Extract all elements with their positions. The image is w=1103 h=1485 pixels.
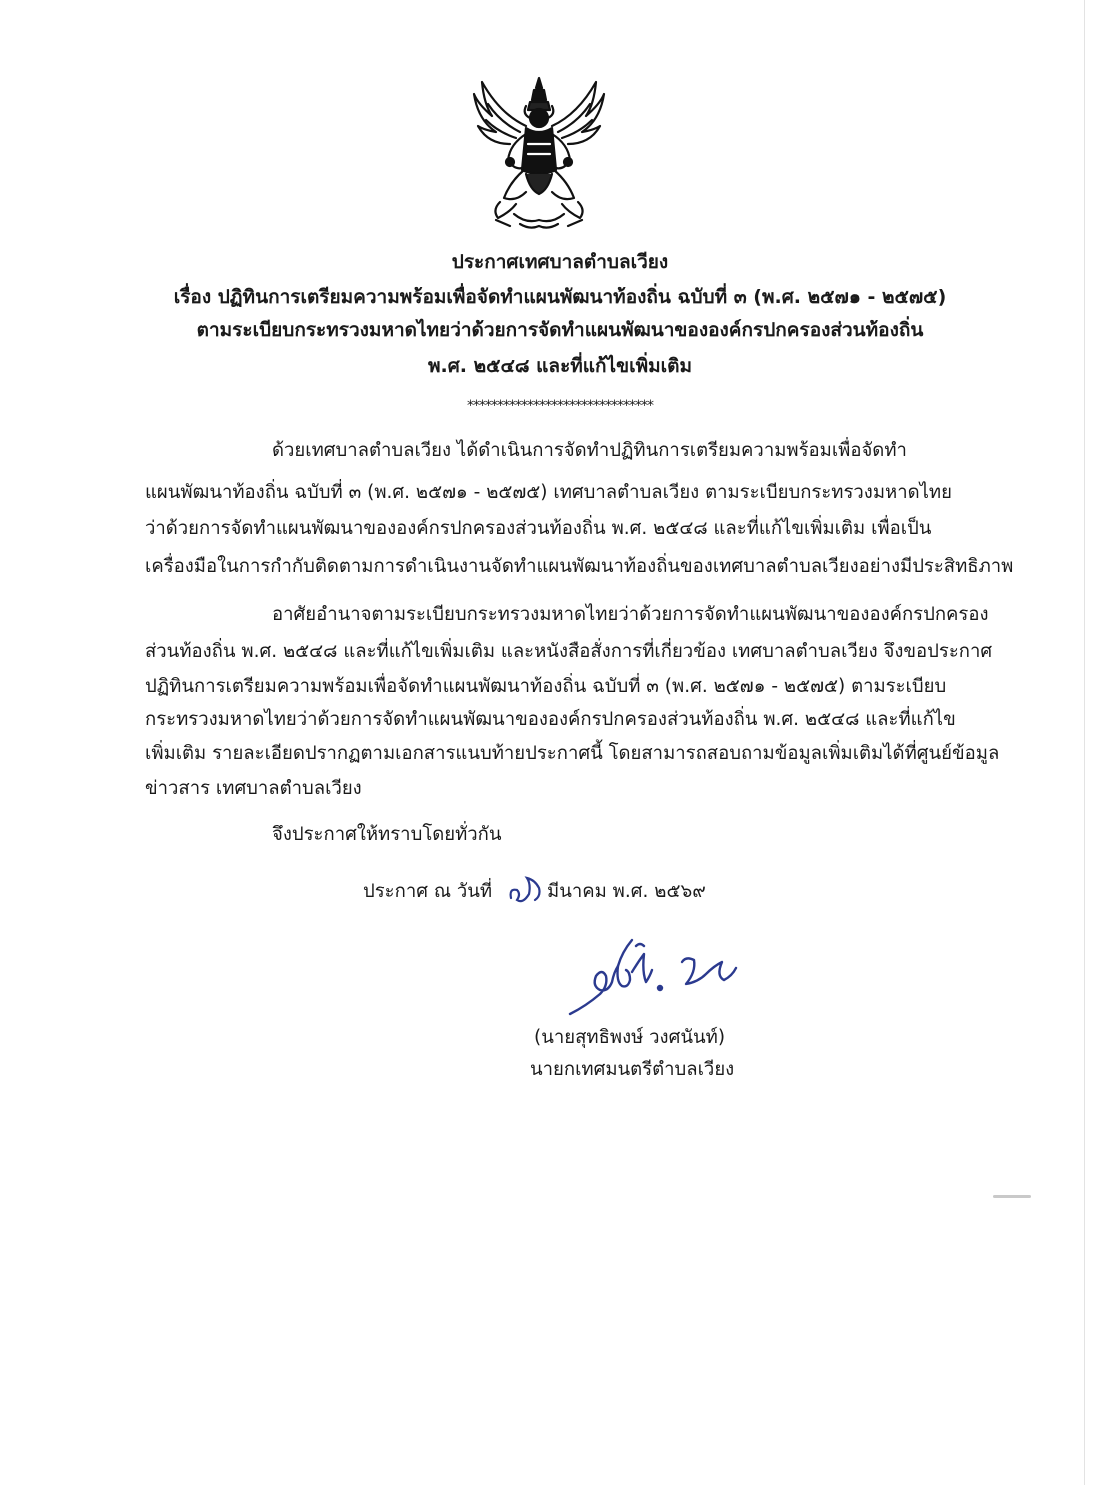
date-prefix: ประกาศ ณ วันที่ (363, 881, 493, 902)
paragraph-1-line: เครื่องมือในการกำกับติดตามการดำเนินงานจัดทำแผนพัฒนาท้องถิ่นของเทศบาลตำบลเวียงอย่างมีประสิทธิภาพ (145, 556, 1014, 577)
paragraph-1-line: ด้วยเทศบาลตำบลเวียง ได้ดำเนินการจัดทำปฏิทินการเตรียมความพร้อมเพื่อจัดทำ (272, 440, 907, 461)
announcement-subject-line3: พ.ศ. ๒๕๔๘ และที่แก้ไขเพิ่มเติม (427, 355, 692, 377)
announcement-subject-line2: ตามระเบียบกระทรวงมหาดไทยว่าด้วยการจัดทำแผนพัฒนาขององค์กรปกครองส่วนท้องถิ่น (196, 319, 924, 341)
paragraph-1-line: ว่าด้วยการจัดทำแผนพัฒนาขององค์กรปกครองส่วนท้องถิ่น พ.ศ. ๒๕๔๘ และที่แก้ไขเพิ่มเติม เพื่อเป็น (145, 518, 932, 539)
page-edge-line (1084, 0, 1085, 1485)
handwritten-day-icon (505, 870, 549, 910)
paragraph-2-line: ส่วนท้องถิ่น พ.ศ. ๒๕๔๘ และที่แก้ไขเพิ่มเติม และหนังสือสั่งการที่เกี่ยวข้อง เทศบาลตำบลเวียง จึงขอประกาศ (145, 641, 993, 662)
garuda-emblem-icon (470, 74, 608, 232)
announcement-subject: เรื่อง ปฏิทินการเตรียมความพร้อมเพื่อจัดทำแผนพัฒนาท้องถิ่น ฉบับที่ ๓ (พ.ศ. ๒๕๗๑ - ๒๕๗๕) (173, 286, 947, 308)
signature-icon (556, 932, 746, 1027)
paragraph-1-line: แผนพัฒนาท้องถิ่น ฉบับที่ ๓ (พ.ศ. ๒๕๗๑ - ๒๕๗๕) เทศบาลตำบลเวียง ตามระเบียบกระทรวงมหาดไทย (145, 482, 952, 503)
closing-statement: จึงประกาศให้ทราบโดยทั่วกัน (272, 824, 502, 845)
signer-name: (นายสุทธิพงษ์ วงศนันท์) (534, 1027, 726, 1048)
paragraph-2-line: อาศัยอำนาจตามระเบียบกระทรวงมหาดไทยว่าด้วยการจัดทำแผนพัฒนาขององค์กรปกครอง (272, 604, 989, 625)
paragraph-2-line: เพิ่มเติม รายละเอียดปรากฏตามเอกสารแนบท้ายประกาศนี้ โดยสามารถสอบถามข้อมูลเพิ่มเติมได้ที่ศูนย์ข้อมูล (145, 743, 1000, 764)
paragraph-2-line: กระทรวงมหาดไทยว่าด้วยการจัดทำแผนพัฒนาขององค์กรปกครองส่วนท้องถิ่น พ.ศ. ๒๕๔๘ และที่แก้ไข (145, 709, 956, 730)
announcement-title: ประกาศเทศบาลตำบลเวียง (451, 251, 669, 273)
paragraph-2-line: ข่าวสาร เทศบาลตำบลเวียง (145, 778, 362, 799)
paragraph-2-line: ปฏิทินการเตรียมความพร้อมเพื่อจัดทำแผนพัฒนาท้องถิ่น ฉบับที่ ๓ (พ.ศ. ๒๕๗๑ - ๒๕๗๕) ตามระเบียบ (145, 676, 947, 697)
date-suffix: มีนาคม พ.ศ. ๒๕๖๙ (547, 881, 706, 902)
signer-position: นายกเทศมนตรีตำบลเวียง (530, 1059, 735, 1080)
scan-mark (993, 1195, 1031, 1198)
separator: ******************************* (467, 398, 653, 414)
